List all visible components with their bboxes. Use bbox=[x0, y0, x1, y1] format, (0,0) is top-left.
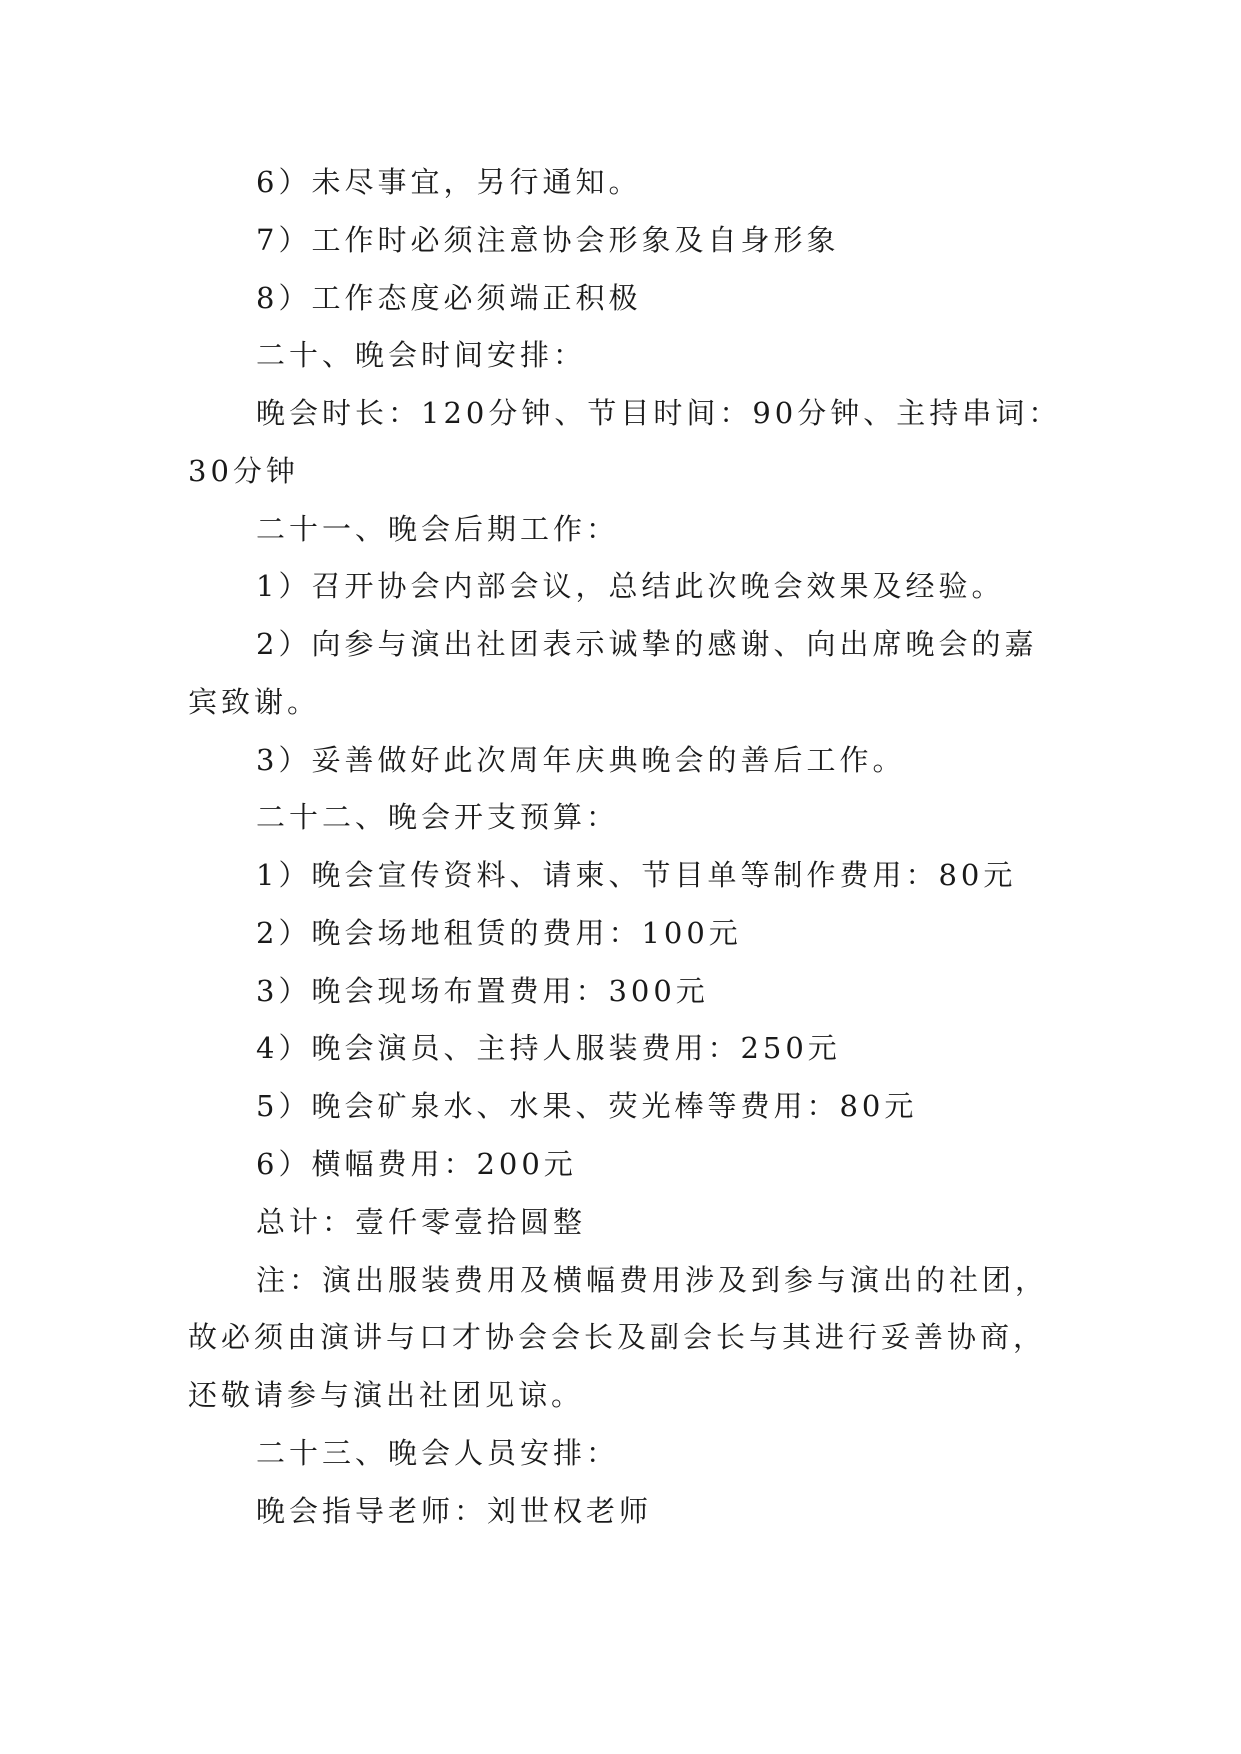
budget-item-4: 4）晚会演员、主持人服装费用：250元 bbox=[256, 1031, 841, 1065]
duration-line-2: 30分钟 bbox=[188, 454, 299, 488]
note-line-3: 还敬请参与演出社团见谅。 bbox=[188, 1378, 585, 1412]
section-heading-20: 二十、晚会时间安排： bbox=[256, 338, 587, 372]
post-item-2-line-1: 2）向参与演出社团表示诚挚的感谢、向出席晚会的嘉 bbox=[256, 627, 1038, 661]
duration-line-1: 晚会时长：120分钟、节目时间：90分钟、主持串词： bbox=[256, 396, 1062, 430]
section-heading-23: 二十三、晚会人员安排： bbox=[256, 1436, 620, 1470]
note-line-1: 注：演出服装费用及横幅费用涉及到参与演出的社团， bbox=[256, 1263, 1049, 1297]
section-heading-22: 二十二、晚会开支预算： bbox=[256, 800, 620, 834]
item-6-unfinished: 6）未尽事宜，另行通知。 bbox=[256, 165, 642, 199]
post-item-2-line-2: 宾致谢。 bbox=[188, 685, 321, 719]
post-item-1: 1）召开协会内部会议，总结此次晚会效果及经验。 bbox=[256, 569, 1005, 603]
post-item-3: 3）妥善做好此次周年庆典晚会的善后工作。 bbox=[256, 743, 906, 777]
section-heading-21: 二十一、晚会后期工作： bbox=[256, 512, 620, 546]
budget-item-5: 5）晚会矿泉水、水果、荧光棒等费用：80元 bbox=[256, 1089, 918, 1123]
budget-item-3: 3）晚会现场布置费用：300元 bbox=[256, 974, 709, 1008]
note-line-2: 故必须由演讲与口才协会会长及副会长与其进行妥善协商， bbox=[188, 1320, 1047, 1354]
budget-item-2: 2）晚会场地租赁的费用：100元 bbox=[256, 916, 742, 950]
budget-item-6: 6）横幅费用：200元 bbox=[256, 1147, 577, 1181]
budget-total: 总计：壹仟零壹拾圆整 bbox=[256, 1205, 587, 1239]
advisor-line: 晚会指导老师：刘世权老师 bbox=[256, 1494, 653, 1528]
item-8-attitude: 8）工作态度必须端正积极 bbox=[256, 281, 642, 315]
item-7-image: 7）工作时必须注意协会形象及自身形象 bbox=[256, 223, 840, 257]
budget-item-1: 1）晚会宣传资料、请柬、节目单等制作费用：80元 bbox=[256, 858, 1017, 892]
